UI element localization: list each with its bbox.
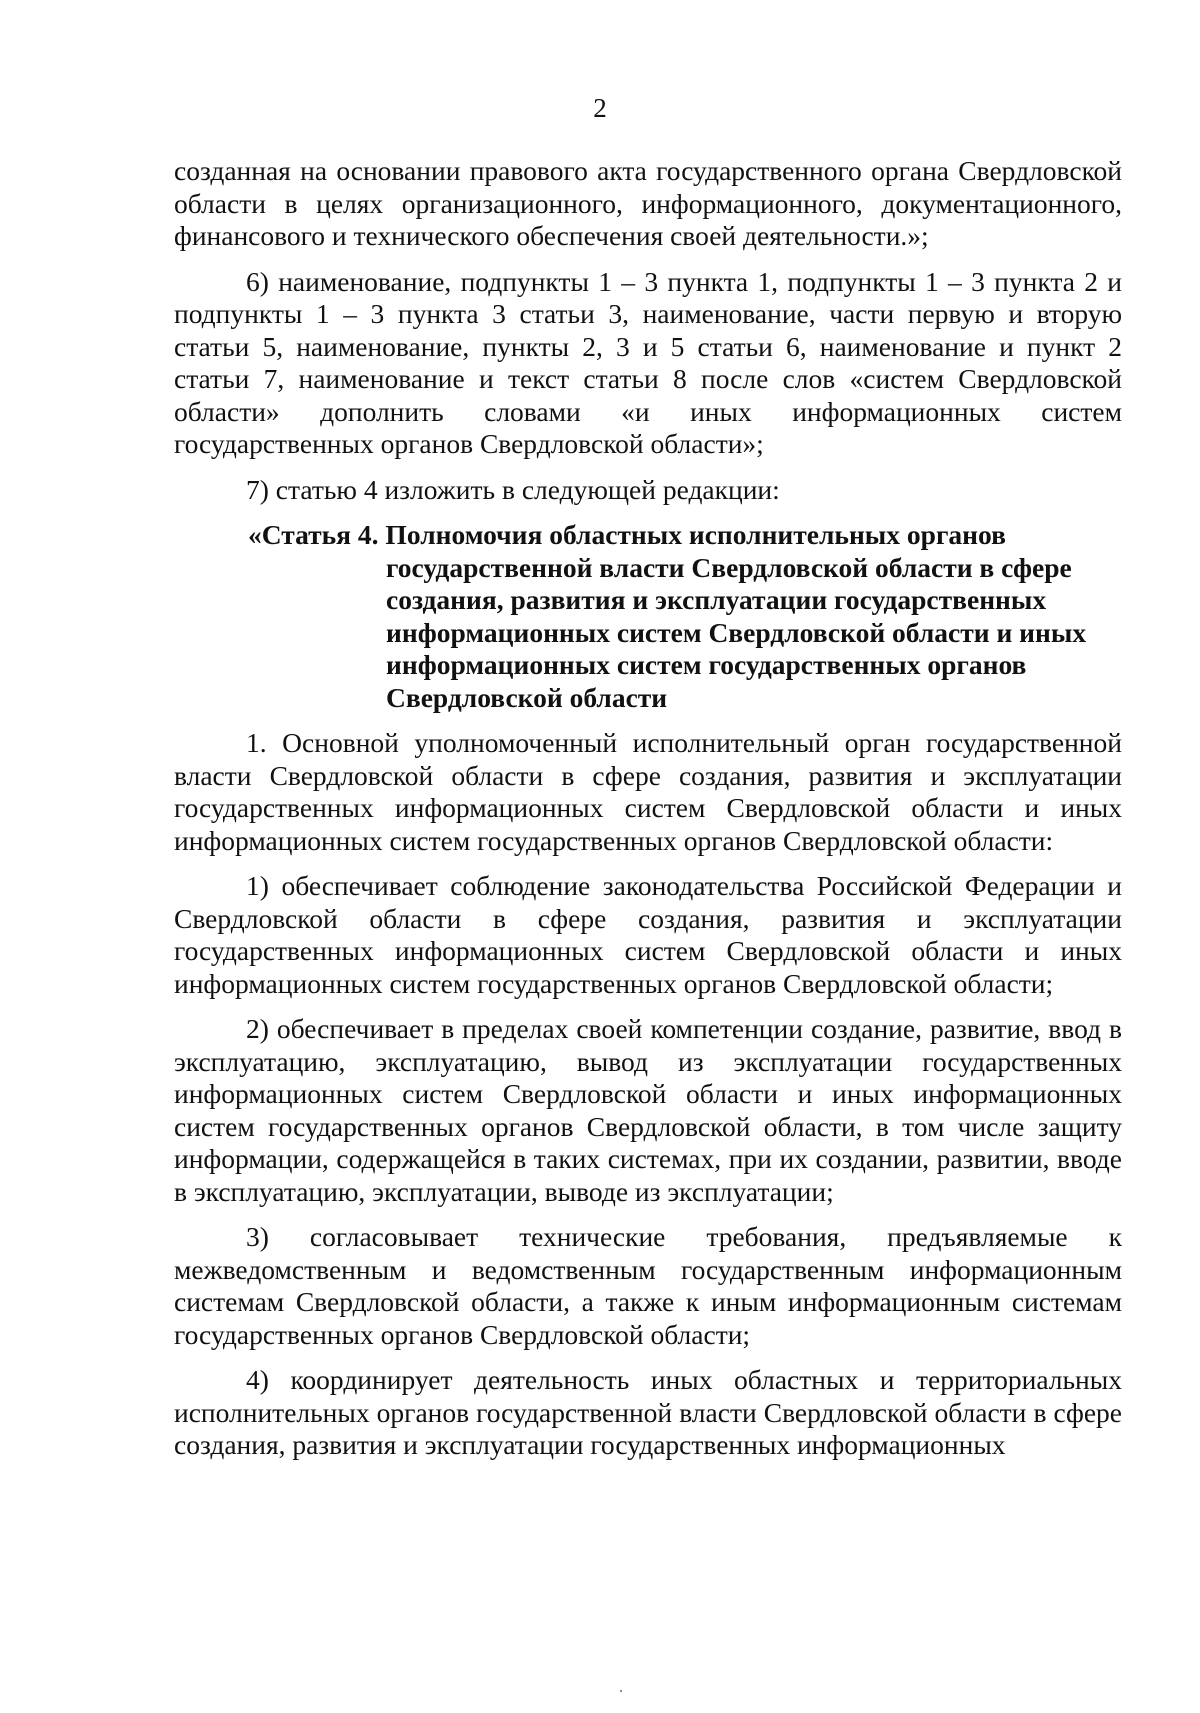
article-subitem-4: 4) координирует деятельность иных областных и территориальных исполнительных органов государственной власти Свердловской области в сфере создания, развития и эксплуатации государственных информационных — [174, 1364, 1122, 1460]
article-subitem-3: 3) согласовывает технические требования, предъявляемые к межведомственным и ведомственным государственным информационным системам Свердловской области, а также к иным информационным системам государственных органов Свердловской области; — [174, 1221, 1122, 1350]
scan-artifact-dot — [620, 1690, 622, 1692]
article-heading: «Статья 4. Полномочия областных исполнительных органов государственной власти Свердловской области в сфере создания, развития и эксплуатации государственных информационных систем Свердловской области и иных информационных систем государственных органов Свердловской области — [248, 519, 1087, 713]
page-number: 2 — [593, 93, 607, 123]
article-subitem-1: 1) обеспечивает соблюдение законодательства Российской Федерации и Свердловской области в сфере создания, развития и эксплуатации государственных информационных систем Свердловской области и иных информационных систем государственных органов Свердловской области; — [174, 870, 1122, 999]
article-paragraph-1: 1. Основной уполномоченный исполнительный орган государственной власти Свердловской области в сфере создания, развития и эксплуатации государственных информационных систем Свердловской области и иных информационных систем государственных органов Свердловской области: — [174, 727, 1122, 856]
paragraph-item-6: 6) наименование, подпункты 1 – 3 пункта 1, подпункты 1 – 3 пункта 2 и подпункты 1 – 3 пункта 3 статьи 3, наименование, части первую и вторую статьи 5, наименование, пункты 2, 3 и 5 статьи 6, наименование и пункт 2 статьи 7, наименование и текст статьи 8 после слов «систем Свердловской области» дополнить словами «и иных информационных систем государственных органов Свердловской области»; — [174, 265, 1122, 459]
article-subitem-2: 2) обеспечивает в пределах своей компетенции создание, развитие, ввод в эксплуатацию, эксплуатацию, вывод из эксплуатации государственных информационных систем Свердловской области и иных информационных систем государственных органов Свердловской области, в том числе защиту информации, содержащейся в таких системах, при их создании, развитии, вводе в эксплуатацию, эксплуатации, выводе из эксплуатации; — [174, 1013, 1122, 1207]
paragraph-item-7: 7) статью 4 изложить в следующей редакции: — [246, 473, 780, 505]
document-body — [174, 155, 1122, 1462]
paragraph-continuation: созданная на основании правового акта государственного органа Свердловской области в целях организационного, информационного, документационного, финансового и технического обеспечения своей деятельности.»; — [174, 155, 1122, 251]
